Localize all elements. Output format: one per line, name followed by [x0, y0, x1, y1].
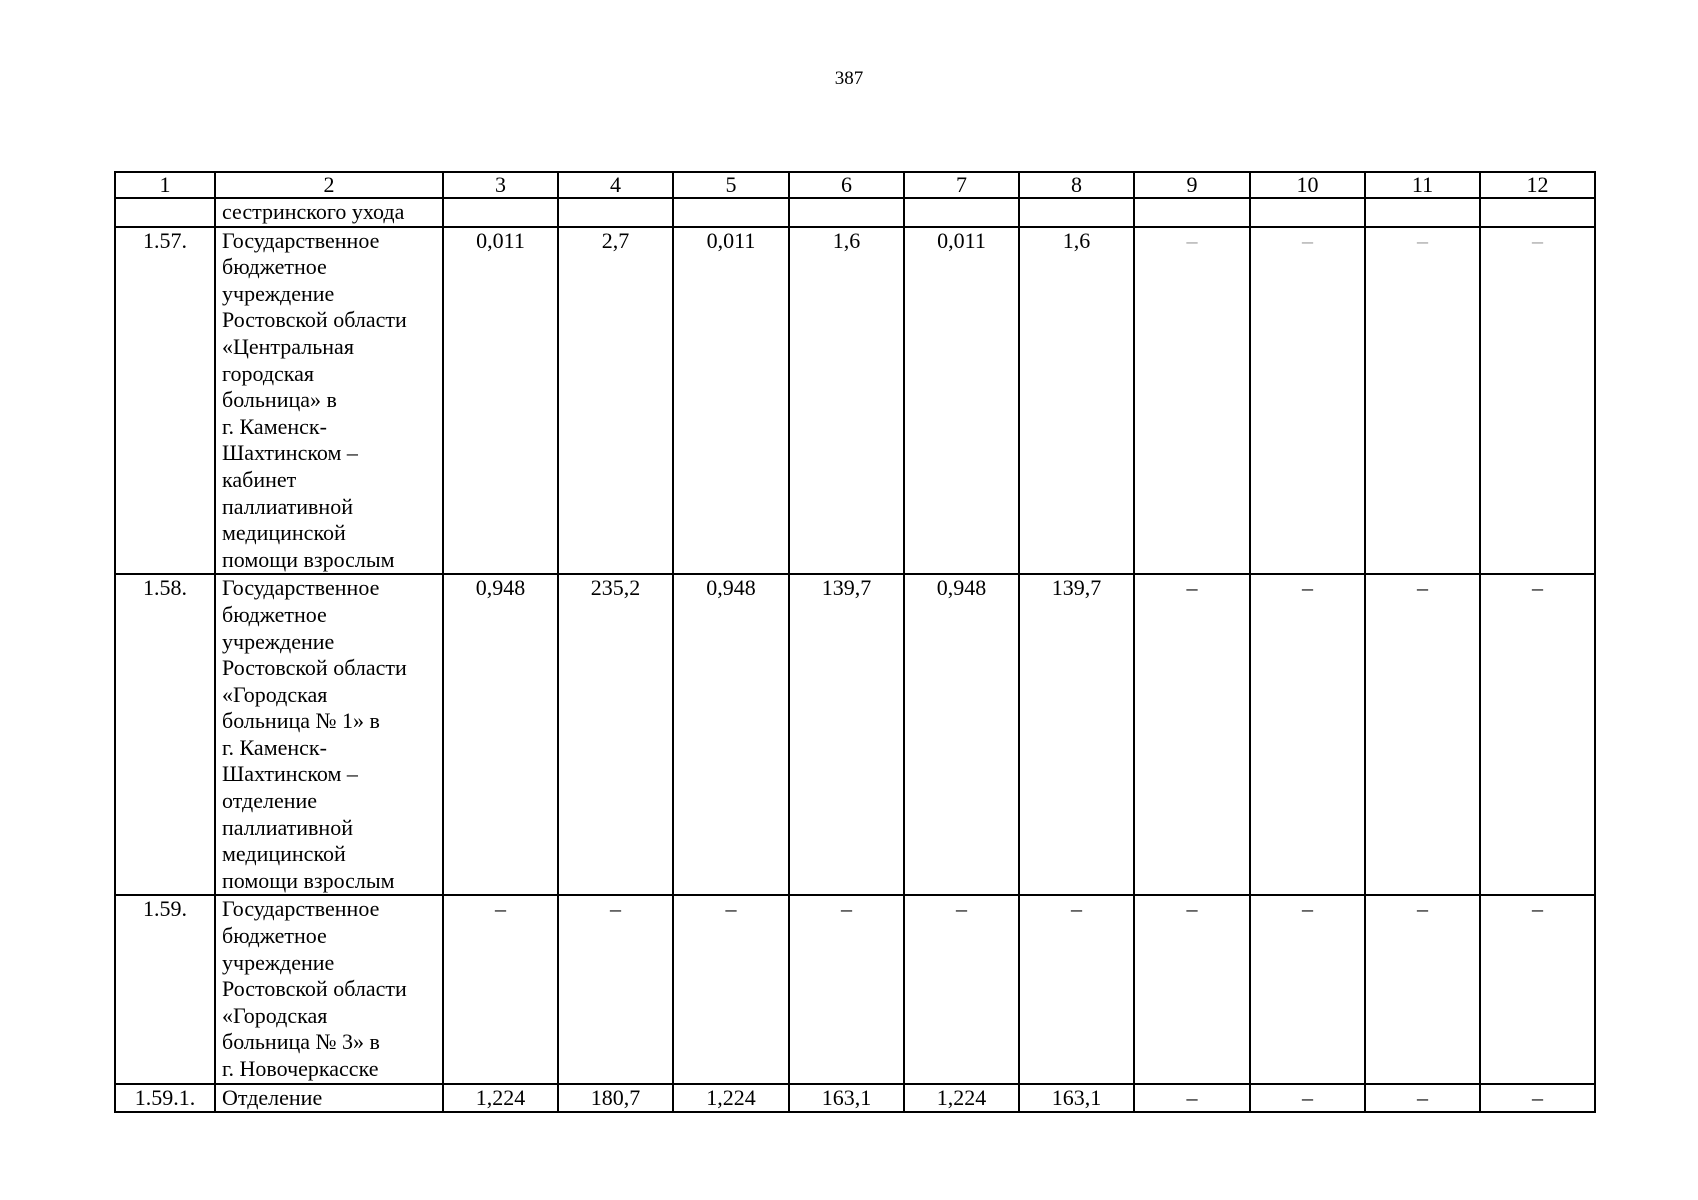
value-cell: 0,011: [443, 227, 558, 575]
table-row: [115, 574, 1595, 895]
page-number: 387: [834, 68, 864, 89]
table-row: [115, 227, 1595, 575]
data-table: [114, 171, 1596, 1113]
value-cell: –: [1365, 895, 1480, 1083]
value-cell: [789, 198, 904, 227]
value-cell: [1480, 198, 1595, 227]
table-row: [115, 198, 1595, 227]
row-number: 1.58.: [115, 574, 215, 895]
header-cell: 4: [558, 172, 673, 198]
row-number: [115, 198, 215, 227]
institution-name: сестринского ухода: [215, 198, 443, 227]
value-cell: 0,948: [904, 574, 1019, 895]
value-cell: –: [1019, 895, 1134, 1083]
value-cell: [673, 198, 789, 227]
table-row: [115, 1084, 1595, 1113]
value-cell: [1134, 198, 1250, 227]
value-cell: 1,224: [904, 1084, 1019, 1113]
value-cell: 2,7: [558, 227, 673, 575]
header-cell: 7: [904, 172, 1019, 198]
value-cell: –: [904, 895, 1019, 1083]
value-cell: 0,011: [673, 227, 789, 575]
value-cell: 163,1: [1019, 1084, 1134, 1113]
value-cell: 163,1: [789, 1084, 904, 1113]
value-cell: 0,948: [673, 574, 789, 895]
table-row: [115, 895, 1595, 1083]
value-cell: –: [789, 895, 904, 1083]
value-cell: 180,7: [558, 1084, 673, 1113]
value-cell: [1019, 198, 1134, 227]
value-cell: 1,224: [443, 1084, 558, 1113]
header-cell: 12: [1480, 172, 1595, 198]
row-number: 1.57.: [115, 227, 215, 575]
value-cell: [443, 198, 558, 227]
row-number: 1.59.1.: [115, 1084, 215, 1113]
value-cell: –: [1250, 574, 1365, 895]
institution-name: Государственное бюджетное учреждение Ростовской области «Центральная городская больница» в г. Каменск- Шахтинском – кабинет паллиативной медицинской помощи взрослым: [215, 227, 443, 575]
institution-name: Отделение: [215, 1084, 443, 1113]
value-cell: [1250, 198, 1365, 227]
institution-name: Государственное бюджетное учреждение Ростовской области «Городская больница № 3» в г. Новочеркасске: [215, 895, 443, 1083]
header-cell: 10: [1250, 172, 1365, 198]
value-cell: 235,2: [558, 574, 673, 895]
value-cell: 1,224: [673, 1084, 789, 1113]
value-cell: –: [1134, 227, 1250, 575]
value-cell: [1365, 198, 1480, 227]
institution-name: Государственное бюджетное учреждение Ростовской области «Городская больница № 1» в г. Каменск- Шахтинском – отделение паллиативной медицинской помощи взрослым: [215, 574, 443, 895]
header-cell: 8: [1019, 172, 1134, 198]
value-cell: –: [1250, 227, 1365, 575]
header-cell: 5: [673, 172, 789, 198]
value-cell: –: [1250, 895, 1365, 1083]
value-cell: –: [443, 895, 558, 1083]
header-cell: 1: [115, 172, 215, 198]
value-cell: –: [1250, 1084, 1365, 1113]
value-cell: –: [1134, 1084, 1250, 1113]
value-cell: –: [1480, 574, 1595, 895]
value-cell: 0,011: [904, 227, 1019, 575]
header-cell: 2: [215, 172, 443, 198]
value-cell: 139,7: [1019, 574, 1134, 895]
value-cell: –: [1134, 574, 1250, 895]
value-cell: –: [1365, 227, 1480, 575]
value-cell: –: [1365, 1084, 1480, 1113]
value-cell: –: [673, 895, 789, 1083]
table-header-row: [115, 172, 1595, 198]
value-cell: 1,6: [1019, 227, 1134, 575]
value-cell: [904, 198, 1019, 227]
value-cell: –: [1480, 227, 1595, 575]
value-cell: 139,7: [789, 574, 904, 895]
header-cell: 9: [1134, 172, 1250, 198]
value-cell: 1,6: [789, 227, 904, 575]
value-cell: –: [1480, 1084, 1595, 1113]
header-cell: 6: [789, 172, 904, 198]
value-cell: –: [558, 895, 673, 1083]
value-cell: [558, 198, 673, 227]
value-cell: –: [1134, 895, 1250, 1083]
header-cell: 3: [443, 172, 558, 198]
value-cell: –: [1480, 895, 1595, 1083]
row-number: 1.59.: [115, 895, 215, 1083]
header-cell: 11: [1365, 172, 1480, 198]
value-cell: 0,948: [443, 574, 558, 895]
value-cell: –: [1365, 574, 1480, 895]
